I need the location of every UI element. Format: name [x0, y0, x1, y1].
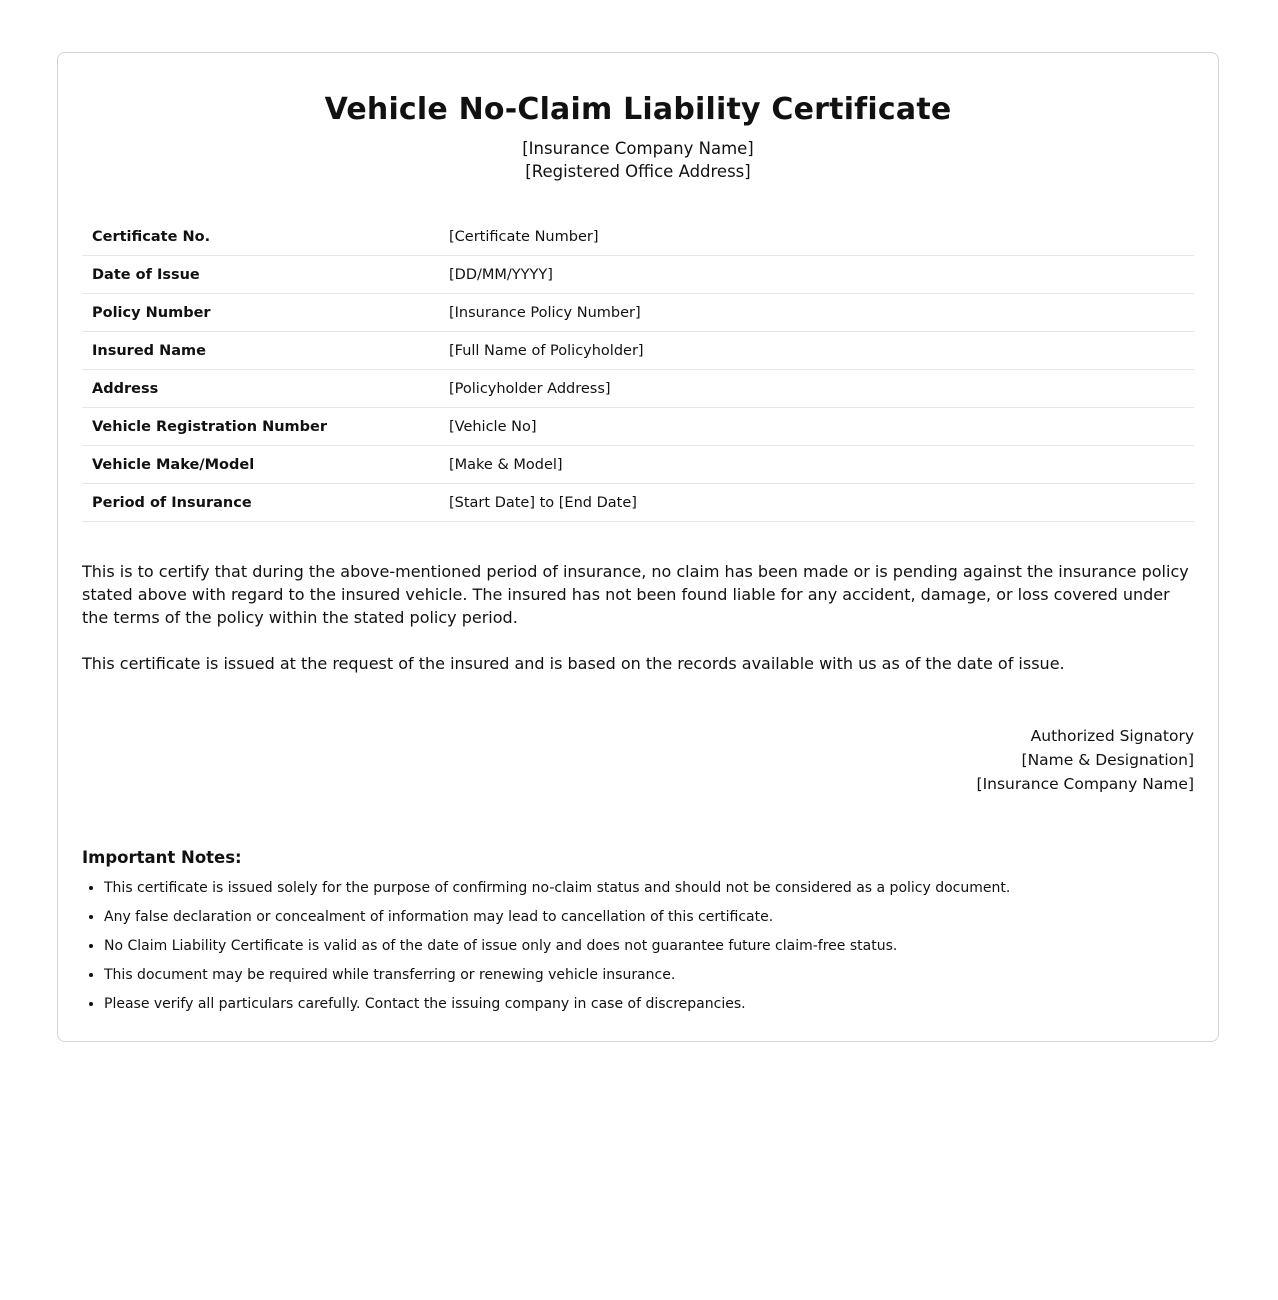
- certificate-no-value: [Certificate Number]: [439, 218, 1194, 256]
- company-name: [Insurance Company Name]: [522, 139, 754, 158]
- table-row: [82, 446, 1194, 484]
- table-row: [82, 218, 1194, 256]
- vehicle-registration-value: [Vehicle No]: [439, 408, 1194, 446]
- table-row: [82, 332, 1194, 370]
- signatory-title: Authorized Signatory: [1030, 727, 1194, 745]
- vehicle-make-model-label: Vehicle Make/Model: [82, 446, 439, 484]
- list-item: • This document may be required while transferring or renewing vehicle insurance.: [104, 965, 1194, 986]
- signature-block: [82, 724, 1194, 796]
- table-row: [82, 294, 1194, 332]
- address-label: Address: [82, 370, 439, 408]
- policy-number-value: [Insurance Policy Number]: [439, 294, 1194, 332]
- certificate-title: Vehicle No-Claim Liability Certificate: [324, 92, 952, 127]
- signatory-company: [Insurance Company Name]: [976, 775, 1194, 793]
- table-row: [82, 484, 1194, 522]
- notes-list: [82, 878, 1194, 1015]
- insured-name-value: [Full Name of Policyholder]: [439, 332, 1194, 370]
- list-item: • Any false declaration or concealment of information may lead to cancellation of this certificate.: [104, 907, 1194, 928]
- list-item: • This certificate is issued solely for the purpose of confirming no-claim status and should not be considered as a policy document.: [104, 878, 1194, 899]
- vehicle-make-model-value: [Make & Model]: [439, 446, 1194, 484]
- date-of-issue-value: [DD/MM/YYYY]: [439, 256, 1194, 294]
- details-table: [82, 218, 1194, 522]
- list-item: • No Claim Liability Certificate is valid as of the date of issue only and does not guarantee future claim-free status.: [104, 936, 1194, 957]
- table-row: [82, 256, 1194, 294]
- table-row: [82, 408, 1194, 446]
- period-of-insurance-value: [Start Date] to [End Date]: [439, 484, 1194, 522]
- address-value: [Policyholder Address]: [439, 370, 1194, 408]
- period-of-insurance-label: Period of Insurance: [82, 484, 439, 522]
- certificate-no-label: Certificate No.: [82, 218, 439, 256]
- signatory-name-designation: [Name & Designation]: [1021, 751, 1194, 769]
- vehicle-registration-label: Vehicle Registration Number: [82, 408, 439, 446]
- issuance-paragraph: This certificate is issued at the request of the insured and is based on the records available with us as of the date of issue.: [82, 654, 1065, 673]
- insured-name-label: Insured Name: [82, 332, 439, 370]
- list-item: • Please verify all particulars carefully. Contact the issuing company in case of discrepancies.: [104, 994, 1194, 1015]
- office-address: [Registered Office Address]: [525, 162, 751, 181]
- table-row: [82, 370, 1194, 408]
- certification-paragraph: This is to certify that during the above-mentioned period of insurance, no claim has been made or is pending against the insurance policy stated above with regard to the insured vehicle. The insured has not been found liable for any accident, damage, or loss covered under the terms of the policy within the stated policy period.: [82, 562, 1189, 627]
- date-of-issue-label: Date of Issue: [82, 256, 439, 294]
- policy-number-label: Policy Number: [82, 294, 439, 332]
- certificate-card: [57, 52, 1219, 1042]
- notes-heading: Important Notes:: [82, 848, 242, 867]
